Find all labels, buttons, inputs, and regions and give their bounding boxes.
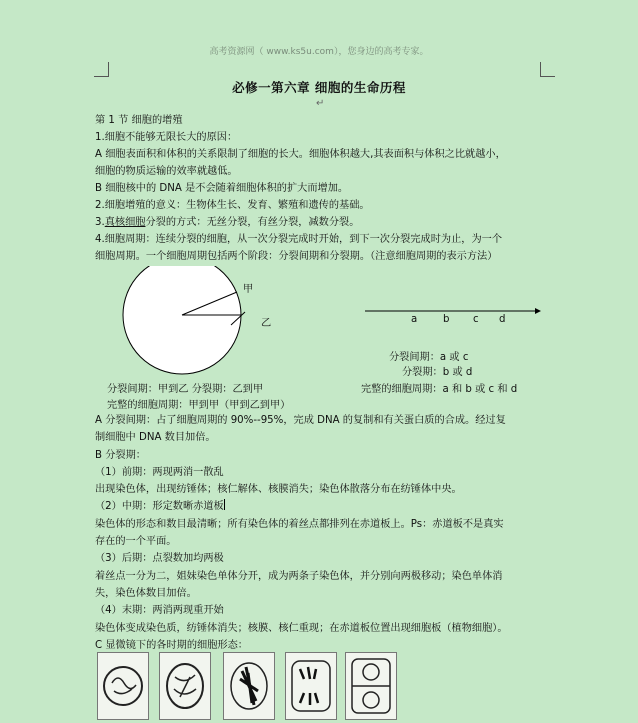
text-line: 染色体的形态和数目最清晰；所有染色体的着丝点都排列在赤道板上。Ps：赤道板不是真实 — [95, 518, 504, 530]
interphase-letters: 分裂间期：a 或 c — [389, 352, 469, 363]
label-yi: 乙 — [261, 318, 272, 329]
text-line — [95, 214, 547, 231]
cell-cycle-diagram — [95, 266, 555, 415]
text-line: 2.细胞增殖的意义：生物体生长、发育、繁殖和遗传的基础。 — [95, 200, 370, 211]
cell-image-anaphase — [285, 652, 337, 720]
label-jia: 甲 — [243, 284, 254, 295]
line-label-d: d — [499, 314, 506, 325]
text-line: B 细胞核中的 DNA 是不会随着细胞体积的扩大而增加。 — [95, 183, 349, 194]
text-rest: 分裂的方式：无丝分裂，有丝分裂，减数分裂。 — [145, 217, 360, 228]
cell-image-metaphase — [223, 652, 275, 720]
text-line: A 细胞表面积和体积的关系限制了细胞的长大。细胞体积越大,其表面积与体积之比就越小， — [95, 149, 506, 160]
margin-corner-left — [94, 62, 109, 77]
cell-image-prophase — [159, 652, 211, 720]
text-line: 制细胞中 DNA 数目加倍。 — [95, 432, 216, 444]
phase-heading — [95, 498, 547, 515]
text-line: A 分裂间期：占了细胞周期的 90%--95%，完成 DNA 的复制和有关蛋白质的合成。经过复 — [95, 415, 506, 426]
text-number: 3. — [95, 217, 105, 228]
site-header: 高考资源网（ www.ks5u.com），您身边的高考专家。 — [209, 47, 429, 57]
text-line: 4.细胞周期：连续分裂的细胞，从一次分裂完成时开始，到下一次分裂完成时为止，为一个 — [95, 234, 503, 245]
cell-image-interphase — [97, 652, 149, 720]
line-label-b: b — [443, 314, 450, 325]
section1-body — [95, 112, 547, 265]
text-line: 细胞的物质运输的效率就越低。 — [95, 166, 238, 177]
text-line: 1.细胞不能够无限长大的原因： — [95, 132, 238, 143]
text-line: B 分裂期： — [95, 449, 146, 461]
circle-full-cycle: 完整的细胞周期：甲到甲（甲到乙到甲） — [107, 400, 291, 411]
margin-corner-right — [540, 62, 555, 77]
cell-image-telophase — [345, 652, 397, 720]
cycle-line-arrow — [535, 308, 541, 314]
phase-heading-text: （2）中期：形定数晰赤道板 — [95, 501, 224, 513]
paragraph-mark: ↵ — [316, 98, 325, 109]
line-label-a: a — [411, 314, 418, 325]
phase-heading: （3）后期：点裂数加均两极 — [95, 553, 224, 565]
phase-heading: （4）末期：两消两现重开始 — [95, 605, 224, 617]
phase-heading: （1）前期：两现两消一散乱 — [95, 466, 224, 478]
page-title: 必修一第六章 细胞的生命历程 — [232, 80, 406, 95]
cell-cycle-circle — [123, 266, 241, 374]
section-heading: 第 1 节 细胞的增殖 — [95, 115, 183, 126]
text-line: 出现染色体，出现纺锤体；核仁解体、核膜消失；染色体散落分布在纺锤体中央。 — [95, 484, 462, 496]
text-line: 着丝点一分为二，姐妹染色单体分开，成为两条子染色体，并分别向两极移动；染色单体消 — [95, 570, 503, 582]
underlined-term: 真核细胞 — [104, 217, 146, 228]
full-cycle-letters: 完整的细胞周期：a 和 b 或 c 和 d — [361, 384, 518, 395]
text-line: 细胞周期。一个细胞周期包括两个阶段：分裂间期和分裂期。（注意细胞周期的表示方法） — [95, 251, 498, 262]
text-line: C 显微镜下的各时期的细胞形态： — [95, 639, 248, 651]
text-cursor — [224, 499, 225, 510]
line-label-c: c — [473, 314, 479, 325]
mitosis-letters: 分裂期：b 或 d — [402, 367, 473, 378]
text-line: 失，染色体数目加倍。 — [95, 587, 197, 599]
circle-phases: 分裂间期：甲到乙 分裂期：乙到甲 — [107, 384, 264, 395]
text-line: 染色体变成染色质，纺锤体消失；核膜、核仁重现；在赤道板位置出现细胞板（植物细胞）。 — [95, 622, 508, 634]
section2-body — [95, 412, 547, 654]
text-line: 存在的一个平面。 — [95, 536, 177, 548]
